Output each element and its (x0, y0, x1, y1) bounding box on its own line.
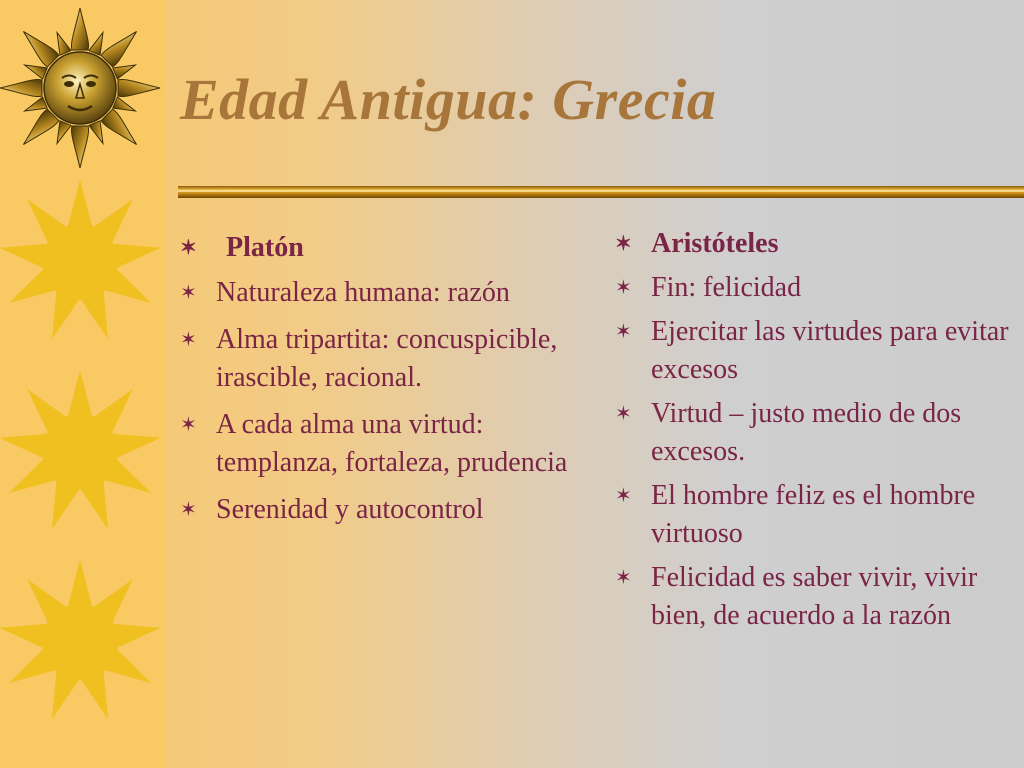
list-item (180, 321, 580, 397)
star-bullet-icon: ✶ (180, 414, 197, 436)
sun-icon (0, 560, 163, 723)
slide-title: Edad Antigua: Grecia (180, 67, 717, 132)
list-item (180, 406, 580, 482)
bullet-text: Felicidad es saber vivir, vivir bien, de acuerdo a la razón (651, 562, 978, 631)
list-item (615, 225, 1015, 263)
list-item (180, 229, 580, 267)
bullet-text: El hombre feliz es el hombre virtuoso (651, 480, 976, 549)
bullet-text: Ejercitar las virtudes para evitar excesos (651, 316, 1009, 385)
platon-column (180, 229, 580, 538)
sun-icon (0, 180, 163, 343)
bullet-text: Alma tripartita: concuspicible, irascible, racional. (216, 324, 558, 393)
list-item (615, 395, 1015, 471)
platon-heading: Platón (226, 232, 304, 263)
star-bullet-icon: ✶ (615, 567, 632, 589)
bullet-text: Fin: felicidad (651, 272, 802, 303)
list-item (615, 269, 1015, 307)
title-divider-rule (178, 183, 1024, 201)
star-bullet-icon: ✶ (180, 237, 197, 259)
aristoteles-column (615, 225, 1015, 641)
bullet-text: Serenidad y autocontrol (216, 494, 484, 525)
list-item (180, 274, 580, 312)
bullet-text: Naturaleza humana: razón (216, 277, 510, 308)
star-bullet-icon: ✶ (615, 485, 632, 507)
decorative-side-strip (0, 0, 165, 768)
list-item (615, 477, 1015, 553)
list-item (180, 491, 580, 529)
star-bullet-icon: ✶ (615, 233, 632, 255)
bullet-text: Virtud – justo medio de dos excesos. (651, 398, 962, 467)
star-bullet-icon: ✶ (180, 499, 197, 521)
star-bullet-icon: ✶ (180, 282, 197, 304)
sun-face-icon (0, 8, 160, 168)
aristoteles-heading: Aristóteles (651, 228, 779, 259)
list-item (615, 559, 1015, 635)
star-bullet-icon: ✶ (180, 329, 197, 351)
star-bullet-icon: ✶ (615, 403, 632, 425)
star-bullet-icon: ✶ (615, 321, 632, 343)
bullet-text: A cada alma una virtud: templanza, fortaleza, prudencia (216, 409, 568, 478)
list-item (615, 313, 1015, 389)
sun-icon (0, 370, 163, 533)
star-bullet-icon: ✶ (615, 277, 632, 299)
